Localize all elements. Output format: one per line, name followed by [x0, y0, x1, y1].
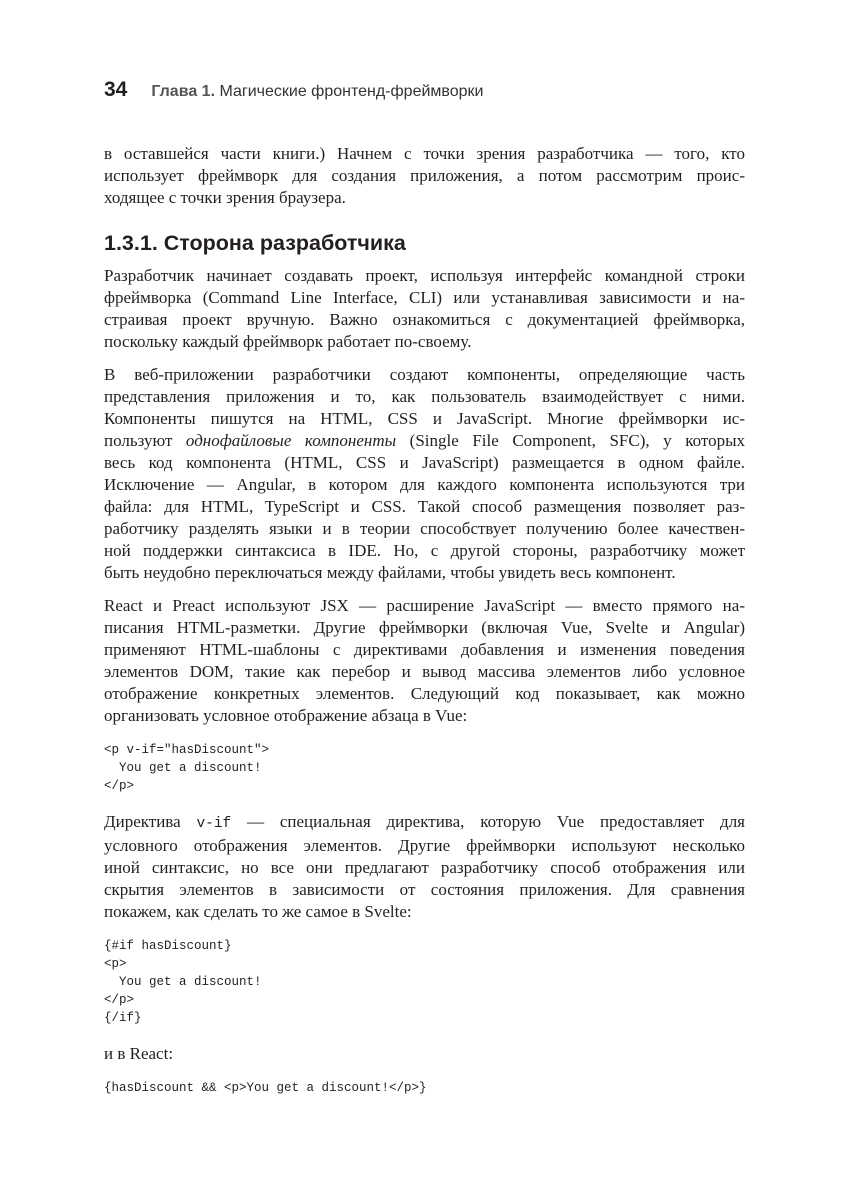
text-line: страивая проект вручную. Важно ознакомиться с документацией фреймворка, [104, 310, 745, 329]
text-run: — специальная директива, которую Vue предоставляет для [231, 812, 745, 831]
text-line: Компоненты пишутся на HTML, CSS и JavaScript. Многие фреймворки ис- [104, 409, 745, 428]
paragraph-developer-start [104, 265, 745, 353]
text-line: отображение конкретных элементов. Следующий код показывает, как можно [104, 684, 745, 703]
text-line: быть неудобно переключаться между файлами, чтобы увидеть весь компонент. [104, 563, 676, 582]
paragraph-components [104, 364, 745, 584]
text-line [104, 811, 745, 835]
paragraph-react: и в React: [104, 1044, 174, 1063]
text-line: иной синтаксис, но все они предлагают разработчику способ отображения или [104, 858, 745, 877]
paragraph-v-if [104, 811, 745, 923]
text-line: покажем, как сделать то же самое в Svelte: [104, 902, 412, 921]
code-block-svelte: {#if hasDiscount} <p> You get a discount! </p> {/if} [104, 939, 262, 1025]
text-line: скрытия элементов в зависимости от состояния приложения. Для сравнения [104, 880, 745, 899]
running-header [104, 78, 483, 102]
text-line: В веб-приложении разработчики создают компоненты, определяющие часть [104, 365, 745, 384]
text-line: представления приложения и то, как пользователь взаимодействует с ними. [104, 387, 745, 406]
inline-code: v-if [196, 816, 232, 832]
text-run: пользуют [104, 431, 186, 450]
text-line [104, 430, 745, 452]
text-line: фреймворка (Command Line Interface, CLI) или устанавливая зависимости и на- [104, 288, 745, 307]
text-line: весь код компонента (HTML, CSS и JavaScript) размещается в одном файле. [104, 453, 745, 472]
text-line: писания HTML-разметки. Другие фреймворки (включая Vue, Svelte и Angular) [104, 618, 745, 637]
text-run: Директива [104, 812, 197, 831]
text-line: работчику разделять языки и в теории способствует получению более качествен- [104, 519, 745, 538]
text-line: поскольку каждый фреймворк работает по-своему. [104, 332, 472, 351]
text-line: условного отображения элементов. Другие фреймворки используют несколько [104, 836, 745, 855]
page-body [104, 143, 745, 1113]
text-line: Разработчик начинает создавать проект, используя интерфейс командной строки [104, 266, 745, 285]
text-line: файла: для HTML, TypeScript и CSS. Такой способ размещения позволяет раз- [104, 497, 745, 516]
text-line: React и Preact используют JSX — расширение JavaScript — вместо прямого на- [104, 596, 745, 615]
section-heading: 1.3.1. Сторона разработчика [104, 231, 406, 255]
chapter-title [151, 83, 483, 100]
text-line: использует фреймворк для создания приложения, а потом рассмотрим проис- [104, 166, 745, 185]
emphasis-term: однофайловые компоненты [185, 431, 397, 450]
chapter-title-text: Магические фронтенд-фреймворки [219, 83, 484, 100]
text-line: ной поддержки синтаксиса в IDE. Но, с другой стороны, разработчику может [104, 541, 745, 560]
paragraph-intro [104, 143, 745, 209]
text-line: организовать условное отображение абзаца в Vue: [104, 706, 468, 725]
paragraph-jsx [104, 595, 745, 727]
text-line: элементов DOM, такие как перебор и вывод массива элементов либо условное [104, 662, 745, 681]
code-block-react: {hasDiscount && <p>You get a discount!</p>} [104, 1081, 427, 1095]
text-line: Исключение — Angular, в котором для каждого компонента используются три [104, 475, 745, 494]
page-number: 34 [104, 78, 128, 101]
code-block-vue: <p v-if="hasDiscount"> You get a discount! </p> [104, 743, 270, 793]
text-line: ходящее с точки зрения браузера. [104, 188, 346, 207]
text-line: в оставшейся части книги.) Начнем с точки зрения разработчика — того, кто [104, 144, 745, 163]
text-line: применяют HTML-шаблоны с директивами добавления и изменения поведения [104, 640, 745, 659]
chapter-label: Глава 1. [151, 83, 216, 100]
text-run: (Single File Component, SFC), у которых [396, 431, 745, 450]
